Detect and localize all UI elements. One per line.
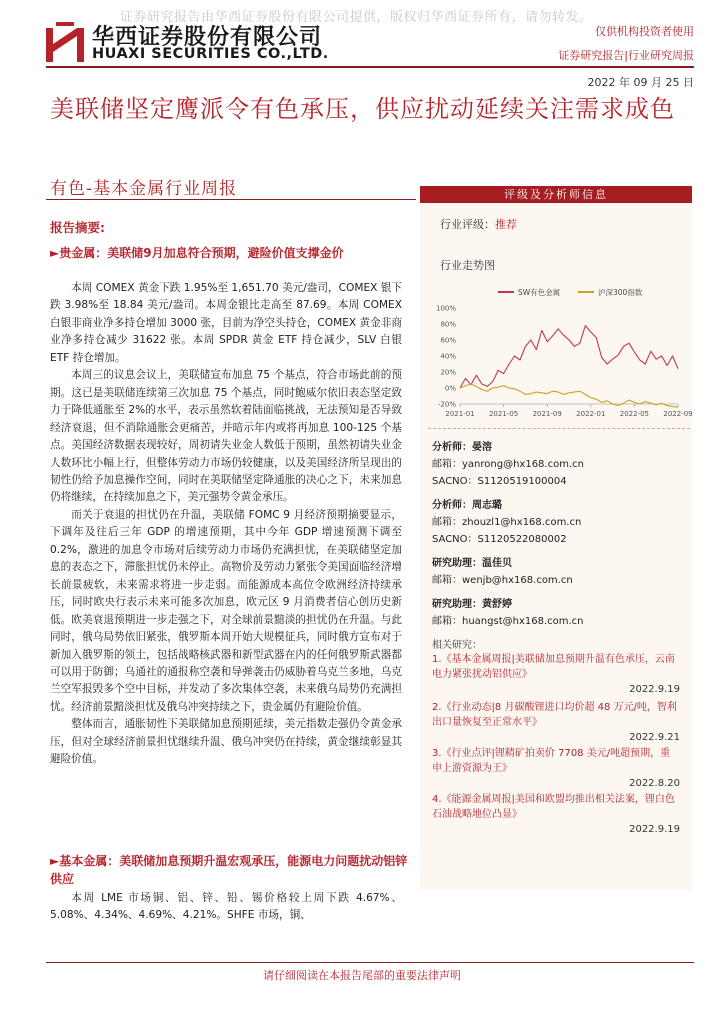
analyst-1 [432, 438, 492, 453]
x-tick-label: 2021-05 [488, 410, 519, 418]
audience-note: 仅供机构投资者使用 [595, 25, 694, 38]
analyst-1-sac: SACNO：S1120519100004 [432, 476, 567, 487]
report-type: 证券研究报告|行业研究周报 [558, 49, 694, 62]
analyst-2-email: 邮箱：zhouzl1@hx168.com.cn [432, 517, 582, 528]
rating-header: 评级及分析师信息 [420, 186, 692, 203]
analyst-role: 分析师： [432, 500, 472, 511]
x-tick-label: 2021-09 [532, 410, 562, 418]
y-tick-label: 60% [440, 336, 456, 345]
company-name-en: HUAXI SECURITIES CO.,LTD. [92, 46, 329, 62]
related-report-3[interactable]: 3.《行业点评|锂精矿拍卖价 7708 美元/吨超预期，重申上游资源为王》 [432, 748, 671, 774]
y-tick-label: 40% [440, 352, 456, 361]
analyst-name: 周志璐 [472, 500, 502, 511]
y-tick-label: 0% [444, 384, 456, 393]
base-metals-heading: ►基本金属：美联储加息预期升温宏观承压，能源电力问题扰动铝锌供应 [50, 854, 408, 886]
y-tick-label: -20% [437, 400, 456, 409]
assistant-name: 温佳贝 [482, 558, 512, 569]
legend-label: 沪深300指数 [598, 288, 643, 297]
x-tick-label: 2022-01 [576, 410, 606, 418]
assistant-1-email: 邮箱：wenjb@hx168.com.cn [432, 575, 573, 586]
assistant-name: 黄舒婷 [482, 599, 512, 610]
y-tick-label: 100% [435, 304, 456, 313]
assistant-2 [432, 595, 512, 610]
legal-notice-footer: 请仔细阅读在本报告尾部的重要法律声明 [263, 969, 461, 982]
report-title: 美联储坚定鹰派令有色承压，供应扰动延续关注需求成色 [50, 95, 675, 123]
watermark: 证券研究报告由华西证券股份有限公司提供，版权归华西证券所有，请勿转发。 [120, 10, 593, 25]
analyst-name: 晏溶 [472, 442, 492, 453]
analyst-role: 分析师： [432, 442, 472, 453]
legend-label: SW有色金属 [518, 288, 561, 297]
industry-rating [440, 216, 517, 232]
report-date: 2022 年 09 月 25 日 [587, 76, 694, 89]
company-logo-icon [46, 22, 84, 62]
related-report-2[interactable]: 2.《行业动态|8 月碳酸锂进口均价超 48 万元/吨，智利出口量恢复至正常水平》 [432, 702, 677, 728]
subtitle-divider [46, 199, 416, 200]
analyst-2-sac: SACNO：S1120522080002 [432, 534, 567, 545]
report-subtitle: 有色-基本金属行业周报 [50, 179, 238, 199]
header-divider [46, 66, 694, 68]
y-tick-label: 80% [440, 320, 456, 329]
y-tick-label: 20% [440, 368, 456, 377]
x-tick-label: 2022-09 [663, 410, 693, 418]
summary-heading: 报告摘要: [50, 220, 105, 235]
related-report-3-date: 2022.8.20 [629, 778, 680, 789]
paragraph: 整体而言，通胀韧性下美联储加息预期延续，美元指数走强仍令黄金承压，但对全球经济前景担忧继续升温、俄乌冲突仍在持续，黄金继续彰显其避险价值。 [50, 718, 402, 766]
paragraph: 本周 COMEX 黄金下跌 1.95%至 1,651.70 美元/盎司，COMEX 银下跌 3.98%至 18.84 美元/盎司。本周金银比走高至 87.69。本周 COMEX 白银非商业净多持仓增加 3000 张，目前为净空头持仓，COMEX 黄金非商业净多持仓减少 31622 张。本周 SPDR 黄金 ETF 持仓减少，SLV 白银 ETF 持仓增加。 [50, 282, 402, 364]
related-report-1-date: 2022.9.19 [629, 684, 680, 695]
base-metals-body: 本周 LME 市场铜、铝、锌、铅、锡价格较上周下跌 4.67%、5.08%、4.34%、4.69%、4.21%。SHFE 市场，铜、 [50, 892, 402, 922]
analyst-2 [432, 496, 502, 511]
x-tick-label: 2021-01 [445, 410, 475, 418]
paragraph: 而关于衰退的担忧仍在升温，美联储 FOMC 9 月经济预期摘要显示，下调年及往后三年 GDP 的增速预期，其中今年 GDP 增速预测下调至 0.2%，激进的加息令市场对后续劳动力市场仍充满担忧，在美联储坚定加息的表态之下，滞胀担忧仍未停止。高物价及劳动力紧张令美国面临经济增长前景疲软，未来需求将进一步走弱。而能源成本高位令欧洲经济持续承压，同时欧央行表示未来可能多次加息，欧元区 9 月消费者信心创历史新低。欧美衰退预期进一步走强之下，对全球前景黯淡的担忧仍在升温。与此同时，俄乌局势依旧紧张，俄罗斯本周开始大规模征兵，同时俄方宣布对于新加入俄罗斯的领土，包括战略核武器和新型武器在内的任何俄罗斯武器都可以用于防御；乌通社的通报称空袭和导弹袭击仍威胁着乌克兰多地，乌克兰空军报毁多个空中目标，并发动了多次集体空袭，未来俄乌局势仍充满担忧。经济前景黯淡担忧及俄乌冲突持续之下，贵金属仍有避险价值。 [50, 508, 402, 713]
precious-metals-heading: ►贵金属：美联储9月加息符合预期，避险价值支撑金价 [50, 246, 344, 260]
related-research-heading: 相关研究： [432, 640, 482, 651]
assistant-role: 研究助理： [432, 599, 482, 610]
assistant-1 [432, 554, 512, 569]
assistant-2-email: 邮箱：huangst@hx168.com.cn [432, 616, 584, 627]
related-report-4-date: 2022.9.19 [629, 824, 680, 835]
precious-metals-body [50, 280, 402, 769]
x-tick-label: 2022-05 [619, 410, 650, 418]
analyst-1-email: 邮箱：yanrong@hx168.com.cn [432, 459, 584, 470]
company-name-cn: 华西证券股份有限公司 [92, 25, 323, 50]
related-report-2-date: 2022.9.21 [629, 732, 680, 743]
rating-value: 推荐 [495, 218, 517, 231]
series-line-sw-nonferrous [460, 326, 678, 388]
assistant-role: 研究助理： [432, 558, 482, 569]
chart-divider [428, 428, 690, 429]
footer-divider [46, 962, 694, 963]
paragraph: 本周三的议息会议上，美联储宣布加息 75 个基点，符合市场此前的预期。这已是美联储连续第三次加息 75 个基点，同时鲍威尔依旧表态坚定致力于降低通胀至 2%的水平，表示虽然软着陆面临挑战，无法预知是否导致经济衰退，但不消除通胀会更痛苦，并暗示年内或将再加息 100-125 个基点。美国经济数据表现较好，周初请失业金人数低于预期，虽然初请失业金人数环比小幅上行，但整体劳动力市场仍较健康，以及美国经济所呈现出的韧性仍给予加息操作空间，同时在美联储坚定降通胀的决心之下，未来加息仍将继续，在持续加息之下，美元强势令黄金承压。 [50, 369, 402, 504]
trend-chart [428, 280, 693, 420]
rating-label: 行业评级： [440, 218, 495, 231]
trend-chart-label: 行业走势图 [440, 259, 495, 272]
related-report-4[interactable]: 4.《能源金属周报|美国和欧盟均推出相关法案，锂白色石油战略地位凸显》 [432, 794, 675, 820]
related-report-1[interactable]: 1.《基本金属周报|美联储加息预期升温有色承压，云南电力紧张扰动铝供应》 [432, 654, 675, 680]
